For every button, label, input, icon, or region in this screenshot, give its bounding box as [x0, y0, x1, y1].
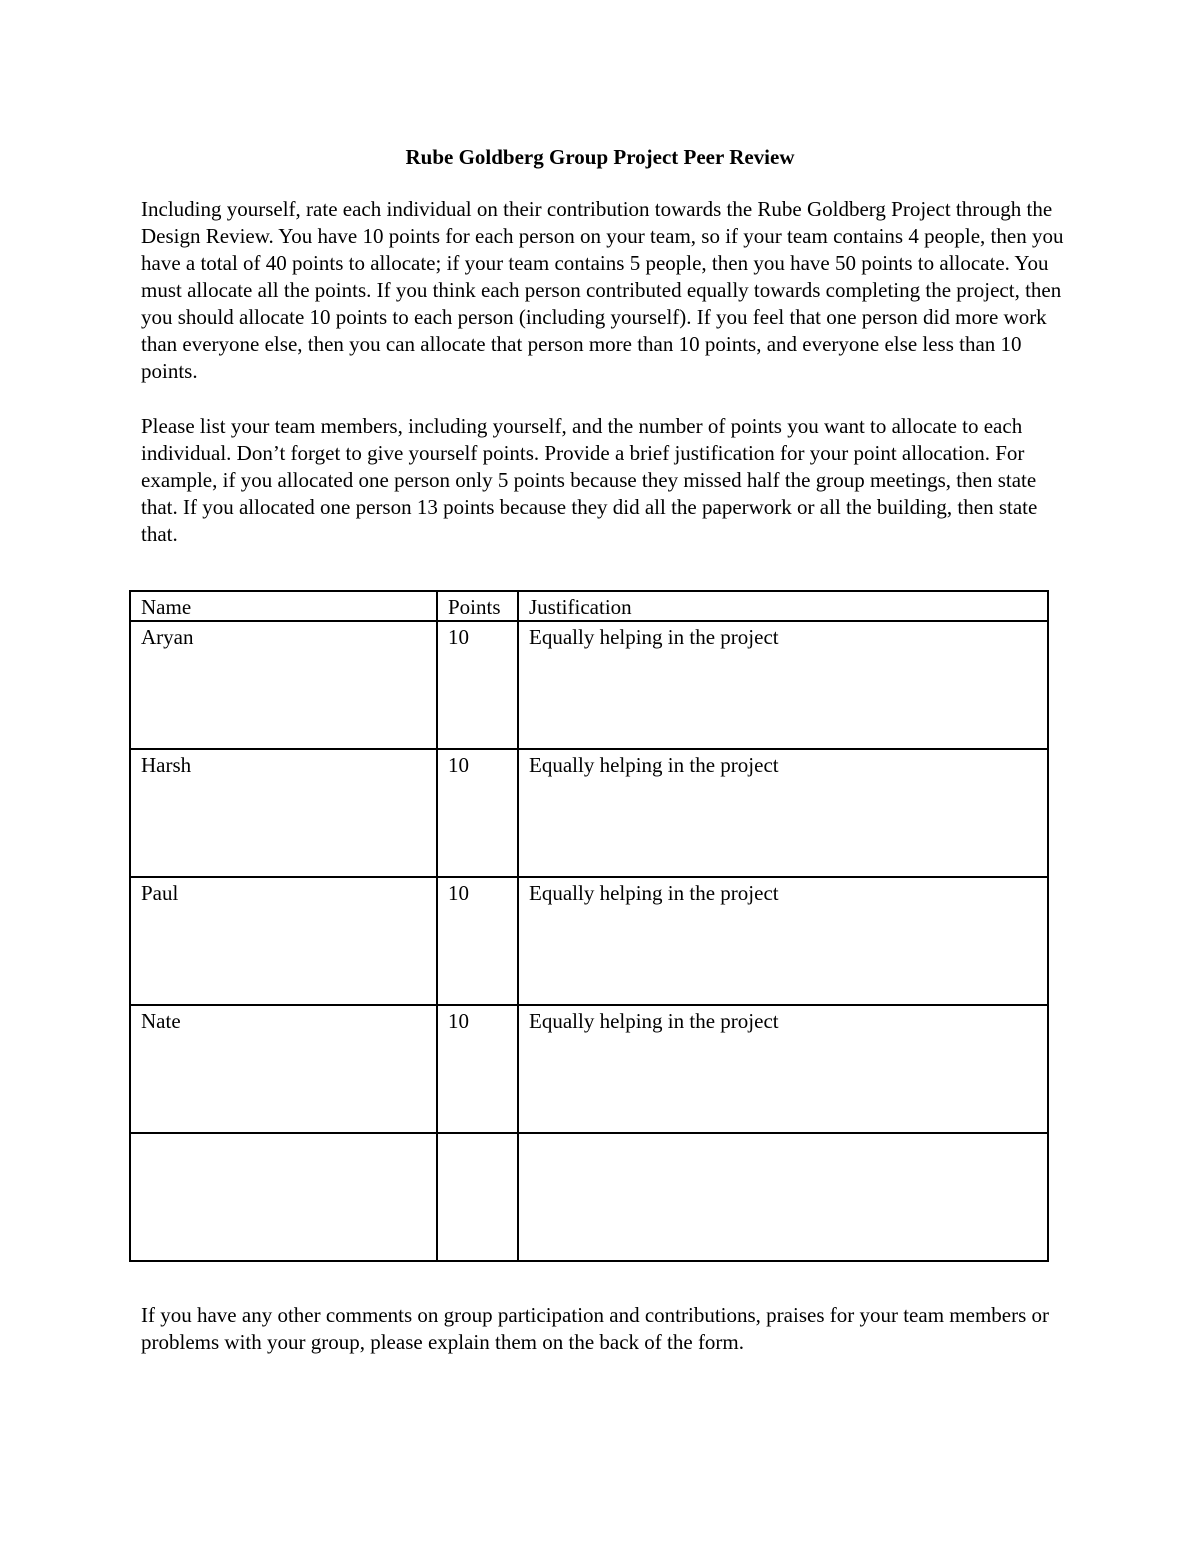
member-justification-cell[interactable]	[518, 1133, 1048, 1261]
member-justification-cell[interactable]: Equally helping in the project	[518, 877, 1048, 1005]
member-points-cell[interactable]: 10	[437, 877, 518, 1005]
comments-paragraph: If you have any other comments on group participation and contributions, praises for your team members or problems with your group, please explain them on the back of the form.	[141, 1303, 1050, 1354]
member-name-cell[interactable]	[130, 1133, 437, 1261]
table-row-empty	[130, 1133, 1048, 1261]
header-name: Name	[130, 591, 437, 621]
table-row	[130, 877, 1048, 1005]
table-row	[130, 749, 1048, 877]
member-justification-cell[interactable]: Equally helping in the project	[518, 1005, 1048, 1133]
member-points-cell[interactable]: 10	[437, 749, 518, 877]
member-name-cell[interactable]: Nate	[130, 1005, 437, 1133]
member-points-cell[interactable]	[437, 1133, 518, 1261]
table-row	[130, 621, 1048, 749]
member-points-cell[interactable]: 10	[437, 1005, 518, 1133]
member-justification-cell[interactable]: Equally helping in the project	[518, 749, 1048, 877]
instructions-paragraph: Including yourself, rate each individual on their contribution towards the Rube Goldberg Project through the Design Review. You have 10 points for each person on your team, so if your team contains 4 people, then you have a total of 40 points to allocate; if your team contains 5 people, then you have 50 points to allocate. You must allocate all the points. If you think each person contributed equally towards completing the project, then you should allocate 10 points to each person (including yourself). If you feel that one person did more work than everyone else, then you can allocate that person more than 10 points, and everyone else less than 10 points.	[141, 197, 1064, 383]
header-points: Points	[437, 591, 518, 621]
page-title: Rube Goldberg Group Project Peer Review	[405, 145, 795, 169]
peer-review-table	[129, 590, 1049, 1262]
table-header-row	[130, 591, 1048, 621]
member-justification-cell[interactable]: Equally helping in the project	[518, 621, 1048, 749]
listing-instructions-paragraph: Please list your team members, including yourself, and the number of points you want to allocate to each individual. Don’t forget to give yourself points. Provide a brief justification for your point allocation. For example, if you allocated one person only 5 points because they missed half the group meetings, then state that. If you allocated one person 13 points because they did all the paperwork or all the building, then state that.	[141, 414, 1038, 546]
member-name-cell[interactable]: Harsh	[130, 749, 437, 877]
header-justification: Justification	[518, 591, 1048, 621]
table-row	[130, 1005, 1048, 1133]
member-points-cell[interactable]: 10	[437, 621, 518, 749]
member-name-cell[interactable]: Paul	[130, 877, 437, 1005]
member-name-cell[interactable]: Aryan	[130, 621, 437, 749]
